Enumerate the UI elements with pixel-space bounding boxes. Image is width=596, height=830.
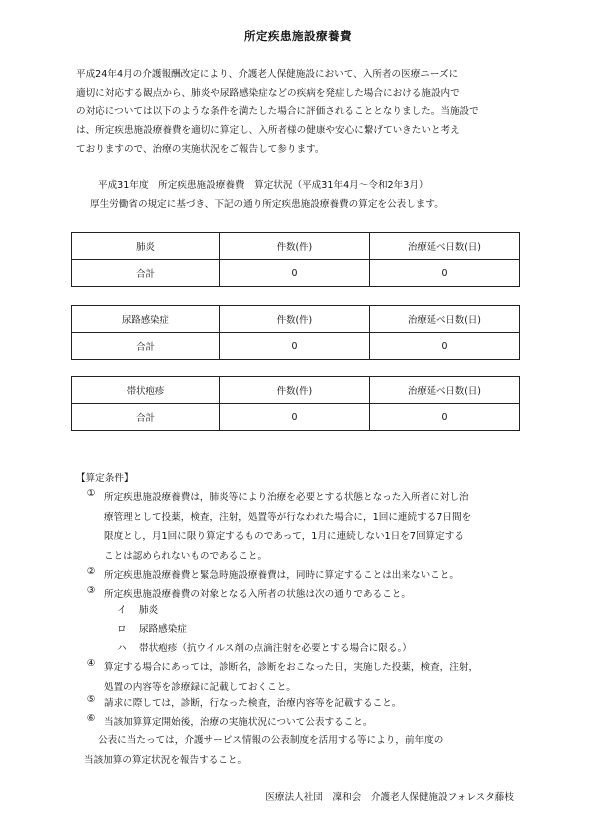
total-label-cell: 合計 bbox=[72, 404, 220, 431]
days-value-cell: 0 bbox=[370, 404, 520, 431]
table-total-row bbox=[72, 260, 520, 287]
count-header-cell: 件数(件) bbox=[220, 306, 370, 333]
condition-marker: ② bbox=[86, 566, 96, 577]
count-header-cell: 件数(件) bbox=[220, 233, 370, 260]
total-label-cell: 合計 bbox=[72, 333, 220, 360]
condition-marker: ① bbox=[86, 488, 96, 499]
table-total-row bbox=[72, 333, 520, 360]
condition-line: 処置の内容等を診療録に記載しておくこと。 bbox=[104, 681, 296, 693]
sub-item-text: 肺炎 bbox=[139, 605, 159, 616]
condition-line: 所定疾患施設療養費と緊急時施設療養費は，同時に算定することは出来ないこと。 bbox=[104, 570, 459, 581]
condition-marker: ⑥ bbox=[86, 713, 96, 724]
intro-line: 適切に対応する観点から、肺炎や尿路感染症などの疾病を発症した場合における施設内で bbox=[76, 87, 460, 99]
count-value-cell: 0 bbox=[220, 260, 370, 287]
condition-line: 限度とし，月1回に限り算定するものであって，1月に連続しない1日を7回算定する bbox=[104, 531, 464, 543]
sub-item-pneumonia bbox=[117, 602, 158, 616]
intro-line: ておりますので、治療の実施状況をご報告して参ります。 bbox=[76, 143, 325, 155]
condition-line: 算定する場合にあっては，診断名，診断をおこなった日，実施した投薬，検査，注射， bbox=[104, 662, 479, 673]
sub-item-text: 帯状疱疹（抗ウイルス剤の点滴注射を必要とする場合に限る。） bbox=[139, 643, 412, 654]
table-header-row bbox=[72, 306, 520, 333]
count-value-cell: 0 bbox=[220, 404, 370, 431]
sub-item-text: 尿路感染症 bbox=[139, 624, 187, 635]
condition-line: 所定疾患施設療養費は，肺炎等により治療を必要とする状態となった入所者に対し治 bbox=[104, 492, 469, 503]
days-header-cell: 治療延べ日数(日) bbox=[370, 306, 520, 333]
sub-item-urinary bbox=[117, 621, 187, 635]
document-title: 所定疾患施設療養費 bbox=[244, 29, 352, 43]
condition-text bbox=[104, 566, 459, 586]
condition-line: ことは認められないものであること。 bbox=[104, 550, 268, 562]
condition-text bbox=[104, 713, 372, 733]
closing-line: 当該加算の算定状況を報告すること。 bbox=[84, 754, 248, 766]
count-value-cell: 0 bbox=[220, 333, 370, 360]
table-total-row bbox=[72, 404, 520, 431]
count-header-cell: 件数(件) bbox=[220, 377, 370, 404]
condition-line: 当該加算算定開始後，治療の実施状況について公表すること。 bbox=[104, 717, 373, 728]
pneumonia-table bbox=[71, 232, 520, 287]
intro-line: の対応については以下のような条件を満たした場合に評価されることとなりました。当施設で bbox=[76, 106, 479, 118]
urinary-infection-table bbox=[71, 305, 520, 360]
condition-text bbox=[104, 658, 478, 697]
condition-text bbox=[104, 488, 471, 566]
closing-paragraph bbox=[84, 731, 443, 770]
days-value-cell: 0 bbox=[370, 333, 520, 360]
table-header-row bbox=[72, 377, 520, 404]
condition-line: 所定疾患施設療養費の対象となる入所者の状態は次の通りであること。 bbox=[104, 589, 411, 600]
conditions-heading: 【算定条件】 bbox=[76, 473, 134, 484]
intro-line: 平成24年4月の介護報酬改定により、介護老人保健施設において、入所者の医療ニーズに bbox=[76, 69, 459, 80]
closing-line: 公表に当たっては，介護サービス情報の公表制度を活用する等により，前年度の bbox=[98, 735, 444, 746]
publication-notice: 厚生労働省の規定に基づき、下記の通り所定疾患施設療養費の算定を公表します。 bbox=[90, 199, 444, 210]
days-header-cell: 治療延べ日数(日) bbox=[370, 233, 520, 260]
condition-marker: ⑤ bbox=[86, 694, 96, 705]
organization-signature: 医療法人社団 凜和会 介護老人保健施設フォレスタ藤枝 bbox=[265, 792, 514, 803]
condition-marker: ④ bbox=[86, 658, 96, 669]
disease-name-cell: 尿路感染症 bbox=[72, 306, 220, 333]
days-header-cell: 治療延べ日数(日) bbox=[370, 377, 520, 404]
days-value-cell: 0 bbox=[370, 260, 520, 287]
table-header-row bbox=[72, 233, 520, 260]
disease-name-cell: 肺炎 bbox=[72, 233, 220, 260]
intro-paragraph bbox=[76, 66, 526, 160]
period-heading: 平成31年度 所定疾患施設療養費 算定状況（平成31年4月～令和2年3月） bbox=[98, 180, 429, 191]
sub-item-marker: ロ bbox=[117, 624, 127, 635]
sub-item-marker: イ bbox=[117, 605, 127, 616]
disease-name-cell: 帯状疱疹 bbox=[72, 377, 220, 404]
condition-line: 請求に際しては，診断，行なった検査，治療内容等を記載すること。 bbox=[104, 698, 402, 709]
intro-line: は、所定疾患施設療養費を適切に算定し、入所者様の健康や安心に繋げていきたいと考え bbox=[76, 125, 460, 137]
sub-item-marker: ハ bbox=[117, 643, 127, 654]
condition-marker: ③ bbox=[86, 585, 96, 596]
condition-text bbox=[104, 694, 401, 714]
herpes-zoster-table bbox=[71, 376, 520, 431]
sub-item-herpes bbox=[117, 640, 412, 654]
total-label-cell: 合計 bbox=[72, 260, 220, 287]
condition-line: 療管理として投薬，検査，注射，処置等が行なわれた場合に，1回に連続する7日間を bbox=[104, 511, 472, 523]
